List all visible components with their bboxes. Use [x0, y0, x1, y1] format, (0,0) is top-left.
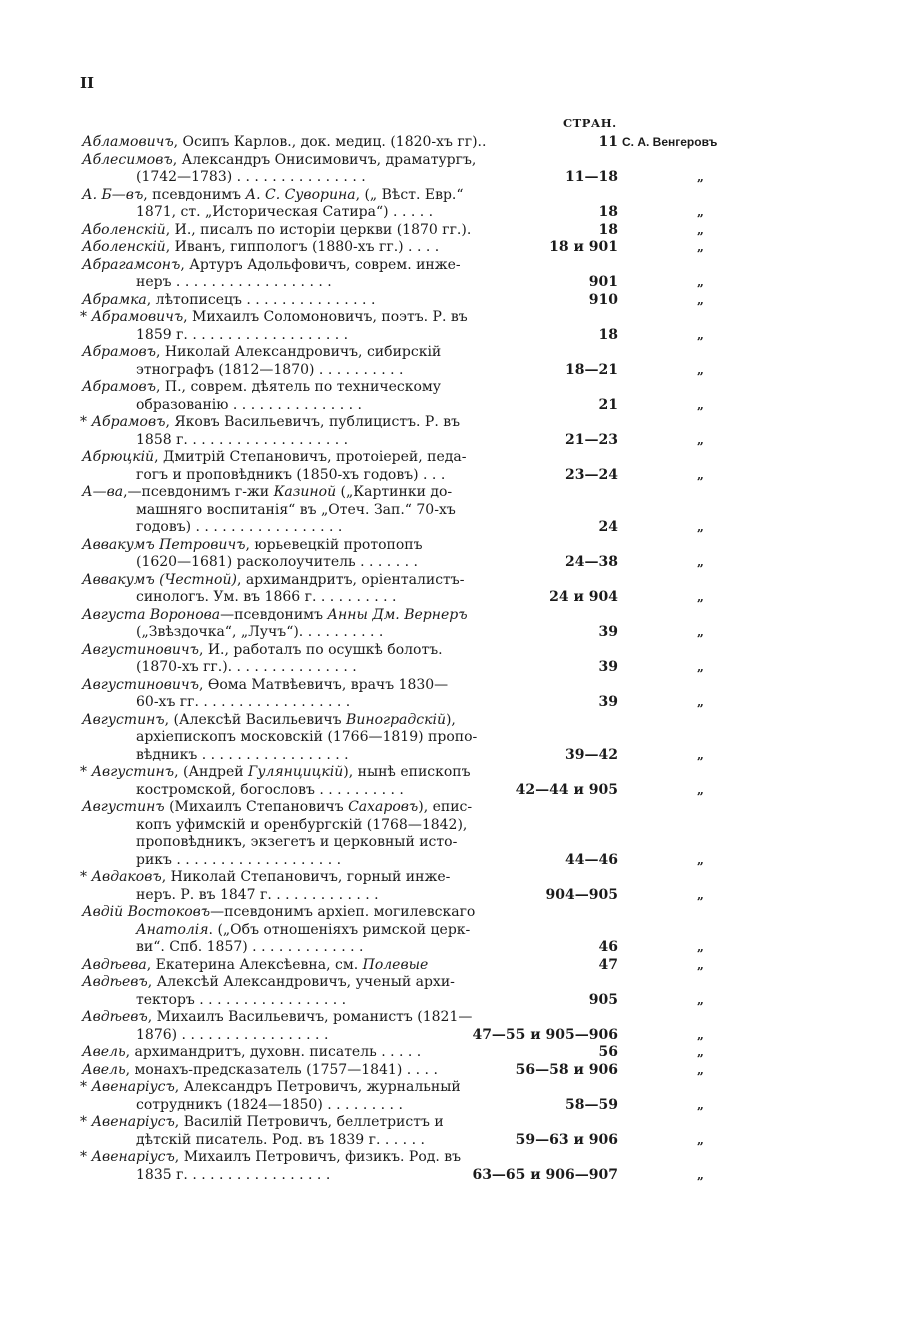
ditto-mark: „	[697, 660, 704, 674]
entry-text: рикъ . . . . . . . . . . . . . . . . . . .	[136, 851, 342, 868]
entry-text: неръ. Р. въ 1847 г. . . . . . . . . . . . .	[136, 886, 379, 903]
index-entry	[0, 414, 913, 449]
entry-text: сотрудникъ (1824—1850) . . . . . . . . .	[136, 1096, 403, 1113]
entry-text: машняго воспитанія“ въ „Отеч. Зап.“ 70-хъ	[136, 501, 456, 518]
entry-pages: 47—55 и 905—906	[472, 1026, 618, 1043]
entry-text: (1742—1783) . . . . . . . . . . . . . . .	[136, 169, 366, 185]
ditto-mark: „	[697, 432, 704, 447]
ditto-mark: „	[697, 327, 704, 342]
ditto-mark: „	[697, 695, 704, 709]
ditto-mark: „	[697, 275, 704, 289]
entry-text: годовъ) . . . . . . . . . . . . . . . . .	[136, 519, 343, 535]
index-entry	[0, 134, 913, 152]
entry-pages: 23—24	[565, 466, 618, 483]
entry-pages: 39	[598, 694, 618, 710]
entry-text: * Авенаріусъ, Михаилъ Петровичъ, физикъ. Род. въ	[80, 1149, 462, 1165]
ditto-mark: „	[697, 555, 704, 569]
index-entry	[0, 904, 913, 957]
entry-text: Авдѣевъ, Михаилъ Васильевичъ, романистъ (1821—	[82, 1009, 473, 1025]
entry-author: С. А. Венгеровъ	[622, 135, 718, 149]
entry-text: Августа Воронова—псевдонимъ Анны Дм. Вернеръ	[82, 606, 468, 623]
entry-text: Авель, архимандритъ, духовн. писатель . . . . .	[82, 1044, 422, 1060]
ditto-mark: „	[697, 240, 704, 254]
entry-text: дѣтскій писатель. Род. въ 1839 г. . . . . .	[136, 1131, 425, 1148]
index-entry	[0, 309, 913, 344]
entry-pages: 901	[588, 274, 618, 290]
entry-text: Анатолія. („Объ отношеніяхъ римской церк-	[136, 921, 471, 938]
entry-text: Аввакумъ Петровичъ, юрьевецкій протопопъ	[82, 536, 423, 553]
index-entry	[0, 957, 913, 975]
index-entry	[0, 642, 913, 677]
entry-text: Абрамовъ, П., соврем. дѣятель по техническому	[82, 379, 442, 395]
entry-pages: 18	[598, 204, 618, 220]
ditto-mark: „	[697, 1062, 704, 1077]
entry-text: 1859 г. . . . . . . . . . . . . . . . . . .	[136, 326, 349, 343]
entry-pages: 18 и 901	[549, 239, 618, 255]
entry-text: Абламовичъ, Осипъ Карлов., док. медиц. (1820-хъ гг)..	[82, 134, 487, 150]
index-entry	[0, 222, 913, 240]
entry-text: Августиновичъ, И., работалъ по осушкѣ болотъ.	[82, 641, 443, 658]
ditto-mark: „	[697, 222, 704, 237]
entry-pages: 44—46	[565, 851, 618, 868]
index-entry	[0, 712, 913, 765]
index-entries	[0, 134, 913, 1184]
ditto-mark: „	[697, 467, 704, 482]
entry-pages: 47	[598, 956, 618, 973]
ditto-mark: „	[697, 940, 704, 954]
index-entry	[0, 764, 913, 799]
entry-text: 1835 г. . . . . . . . . . . . . . . . .	[136, 1166, 331, 1183]
entry-text: Августинъ, (Алексѣй Васильевичъ Виноградскій),	[82, 711, 456, 728]
ditto-mark: „	[697, 520, 704, 534]
page-number: II	[80, 74, 95, 92]
entry-pages: 39	[598, 624, 618, 640]
index-entry	[0, 572, 913, 607]
ditto-mark: „	[697, 852, 704, 867]
entry-text: * Авенаріусъ, Василій Петровичъ, беллетристъ и	[80, 1114, 444, 1130]
entry-pages: 18	[598, 326, 618, 343]
entry-text: Аболенскій, И., писалъ по исторіи церкви (1870 гг.).	[82, 221, 472, 238]
ditto-mark: „	[697, 590, 704, 604]
index-entry	[0, 1114, 913, 1149]
entry-text: (1620—1681) расколоучитель . . . . . . .	[136, 554, 418, 570]
entry-text: А. Б—въ, псевдонимъ А. С. Суворина, („ Вѣст. Евр.“	[82, 186, 464, 203]
entry-pages: 910	[588, 291, 618, 308]
index-entry	[0, 344, 913, 379]
entry-text: * Августинъ, (Андрей Гулянцицкій), нынѣ епископъ	[80, 764, 471, 780]
entry-pages: 21—23	[565, 431, 618, 448]
entry-text: А—ва,—псевдонимъ г-жи Казиной („Картинки до-	[82, 484, 453, 500]
entry-text: этнографъ (1812—1870) . . . . . . . . . .	[136, 361, 404, 378]
entry-text: гогъ и проповѣдникъ (1850-хъ годовъ) . . .	[136, 466, 446, 483]
entry-text: Авдѣевъ, Алексѣй Александровичъ, ученый архи-	[82, 974, 455, 990]
entry-pages: 24 и 904	[549, 589, 618, 605]
index-entry	[0, 449, 913, 484]
entry-pages: 58—59	[565, 1096, 618, 1113]
pages-column-header: СТРАН.	[563, 116, 617, 130]
entry-text: („Звѣздочка“, „Лучъ“). . . . . . . . . .	[136, 624, 384, 640]
entry-text: проповѣдникъ, экзегетъ и церковный исто-	[136, 834, 458, 850]
entry-pages: 42—44 и 905	[515, 781, 618, 798]
ditto-mark: „	[697, 887, 704, 902]
ditto-mark: „	[697, 205, 704, 219]
entry-pages: 59—63 и 906	[515, 1131, 618, 1148]
ditto-mark: „	[697, 1167, 704, 1182]
entry-text: костромской, богословъ . . . . . . . . . .	[136, 781, 404, 798]
entry-text: Авдій Востоковъ—псевдонимъ архіеп. могилевскаго	[82, 904, 476, 920]
index-entry	[0, 187, 913, 222]
index-entry	[0, 1149, 913, 1184]
entry-pages: 24—38	[565, 554, 618, 570]
entry-text: 60-хъ гг. . . . . . . . . . . . . . . . . .	[136, 694, 351, 710]
ditto-mark: „	[697, 397, 704, 412]
entry-text: текторъ . . . . . . . . . . . . . . . . .	[136, 991, 347, 1008]
entry-pages: 11—18	[565, 169, 618, 185]
ditto-mark: „	[697, 625, 704, 639]
entry-text: архіепископъ московскій (1766—1819) пропо-	[136, 729, 478, 745]
ditto-mark: „	[697, 957, 704, 972]
entry-pages: 11	[598, 134, 618, 150]
entry-pages: 63—65 и 906—907	[472, 1166, 618, 1183]
ditto-mark: „	[697, 747, 704, 762]
entry-text: * Абрамовъ, Яковъ Васильевичъ, публицистъ. Р. въ	[80, 414, 461, 430]
entry-text: ви“. Спб. 1857) . . . . . . . . . . . . .	[136, 939, 364, 955]
entry-text: * Авдаковъ, Николай Степановичъ, горный инже-	[80, 869, 451, 885]
ditto-mark: „	[697, 292, 704, 307]
entry-text: * Абрамовичъ, Михаилъ Соломоновичъ, поэтъ. Р. въ	[80, 309, 468, 325]
entry-pages: 905	[588, 991, 618, 1008]
entry-text: Абрагамсонъ, Артуръ Адольфовичъ, соврем. инже-	[82, 256, 461, 273]
index-entry	[0, 799, 913, 869]
index-entry	[0, 292, 913, 310]
entry-text: Аблесимовъ, Александръ Онисимовичъ, драматургъ,	[82, 151, 477, 168]
index-entry	[0, 869, 913, 904]
index-entry	[0, 974, 913, 1009]
entry-text: Авдѣева, Екатерина Алексѣевна, см. Полевые	[82, 956, 429, 973]
index-entry	[0, 1079, 913, 1114]
entry-text: синологъ. Ум. въ 1866 г. . . . . . . . . .	[136, 589, 397, 605]
entry-text: 1858 г. . . . . . . . . . . . . . . . . . .	[136, 431, 349, 448]
ditto-mark: „	[697, 1045, 704, 1059]
index-entry	[0, 537, 913, 572]
index-entry	[0, 239, 913, 257]
entry-pages: 18	[598, 221, 618, 238]
entry-text: Августиновичъ, Ѳома Матвѣевичъ, врачъ 1830—	[82, 676, 449, 693]
index-entry	[0, 1009, 913, 1044]
entry-text: Аболенскій, Иванъ, гиппологъ (1880-хъ гг.) . . . .	[82, 239, 440, 255]
entry-text: копъ уфимскій и оренбургскій (1768—1842),	[136, 816, 468, 833]
ditto-mark: „	[697, 782, 704, 797]
entry-text: Абрамовъ, Николай Александровичъ, сибирскій	[82, 344, 442, 360]
entry-text: Августинъ (Михаилъ Степановичъ Сахаровъ), епис-	[82, 799, 473, 815]
entry-text: Абрамка, лѣтописецъ . . . . . . . . . . . . . . .	[82, 291, 376, 308]
entry-pages: 904—905	[545, 886, 618, 903]
entry-pages: 39—42	[565, 746, 618, 763]
entry-text: 1876) . . . . . . . . . . . . . . . . .	[136, 1026, 329, 1043]
entry-text: Авель, монахъ-предсказатель (1757—1841) . . . .	[82, 1061, 438, 1078]
entry-pages: 56	[598, 1044, 618, 1060]
entry-text: образованію . . . . . . . . . . . . . . .	[136, 396, 362, 413]
ditto-mark: „	[697, 1097, 704, 1112]
entry-pages: 21	[598, 396, 618, 413]
entry-text: Аввакумъ (Честной), архимандритъ, оріенталистъ-	[82, 571, 465, 588]
ditto-mark: „	[697, 1132, 704, 1147]
ditto-mark: „	[697, 992, 704, 1007]
entry-text: * Авенаріусъ, Александръ Петровичъ, журнальный	[80, 1079, 461, 1095]
entry-pages: 18—21	[565, 361, 618, 378]
entry-pages: 56—58 и 906	[515, 1061, 618, 1078]
ditto-mark: „	[697, 362, 704, 377]
index-entry	[0, 1062, 913, 1080]
ditto-mark: „	[697, 170, 704, 184]
ditto-mark: „	[697, 1027, 704, 1042]
index-entry	[0, 379, 913, 414]
entry-pages: 46	[598, 939, 618, 955]
index-entry	[0, 484, 913, 537]
entry-text: неръ . . . . . . . . . . . . . . . . . .	[136, 274, 332, 290]
entry-pages: 39	[598, 659, 618, 675]
entry-text: (1870-хъ гг.). . . . . . . . . . . . . . .	[136, 659, 357, 675]
entry-text: 1871, ст. „Историческая Сатира“) . . . . .	[136, 204, 434, 220]
entry-text: Абрюцкій, Дмитрій Степановичъ, протоіерей, педа-	[82, 449, 467, 465]
index-entry	[0, 257, 913, 292]
index-entry	[0, 607, 913, 642]
index-entry	[0, 677, 913, 712]
entry-pages: 24	[598, 519, 618, 535]
index-entry	[0, 152, 913, 187]
index-entry	[0, 1044, 913, 1062]
entry-text: вѣдникъ . . . . . . . . . . . . . . . . .	[136, 746, 349, 763]
